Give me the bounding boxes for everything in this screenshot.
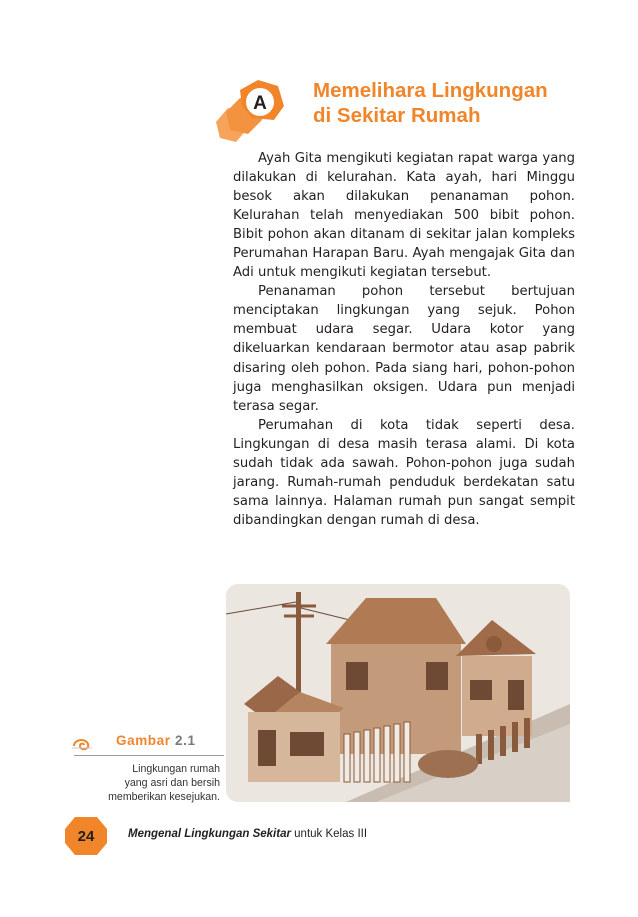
- swirl-icon: [70, 736, 94, 754]
- book-title-bold: Mengenal Lingkungan Sekitar: [128, 828, 291, 840]
- body-text: [233, 149, 575, 530]
- book-title-rest: untuk Kelas III: [290, 828, 368, 840]
- section-badge: [212, 78, 302, 158]
- section-title: [313, 78, 613, 128]
- paragraph-3: Perumahan di kota tidak seperti desa. Lingkungan di desa masih terasa alami. Di kota sudah tidak ada sawah. Pohon-pohon juga sudah jarang. Rumah-rumah penduduk berdekatan satu sama lainnya. Halaman rumah pun sangat sempit dibandingkan dengan rumah di desa.: [233, 417, 575, 528]
- caption-line-3: memberikan kesejukan.: [108, 791, 220, 803]
- houses-image: [226, 584, 570, 802]
- hexagon-badge-icon: [212, 78, 302, 158]
- caption-divider: [74, 755, 224, 756]
- house-illustration: [226, 584, 570, 802]
- section-title-line1: Memelihara Lingkungan: [313, 79, 548, 102]
- page-number: 24: [77, 828, 95, 845]
- figure-caption: [60, 730, 230, 810]
- section-letter: A: [253, 93, 267, 114]
- paragraph-1: Ayah Gita mengikuti kegiatan rapat warga yang dilakukan di kelurahan. Kata ayah, hari Minggu besok akan dilakukan penanaman pohon. Kelurahan telah menyediakan 500 bibit pohon. Bibit pohon akan ditanam di sekitar jalan kompleks Perumahan Harapan Baru. Ayah mengajak Gita dan Adi untuk mengikuti kegiatan tersebut.: [233, 151, 575, 281]
- figure-label: [116, 733, 196, 748]
- paragraph-2: Penanaman pohon tersebut bertujuan menciptakan lingkungan yang sejuk. Pohon membuat udara segar. Udara kotor yang dikeluarkan kendaraan bermotor atau asap pabrik disaring oleh pohon. Pada siang hari, pohon-pohon juga menghasilkan oksigen. Udara pun menjadi terasa segar.: [233, 284, 575, 414]
- caption-line-1: Lingkungan rumah: [132, 763, 220, 775]
- caption-line-2: yang asri dan bersih: [124, 777, 220, 789]
- caption-text: [60, 762, 220, 804]
- figure-label-text: Gambar: [116, 733, 171, 748]
- page-number-badge: [63, 815, 109, 857]
- footer-book-title: [128, 828, 367, 840]
- octagon-badge-icon: [63, 815, 109, 857]
- figure-number: 2.1: [174, 733, 196, 748]
- section-title-line2: di Sekitar Rumah: [313, 104, 481, 127]
